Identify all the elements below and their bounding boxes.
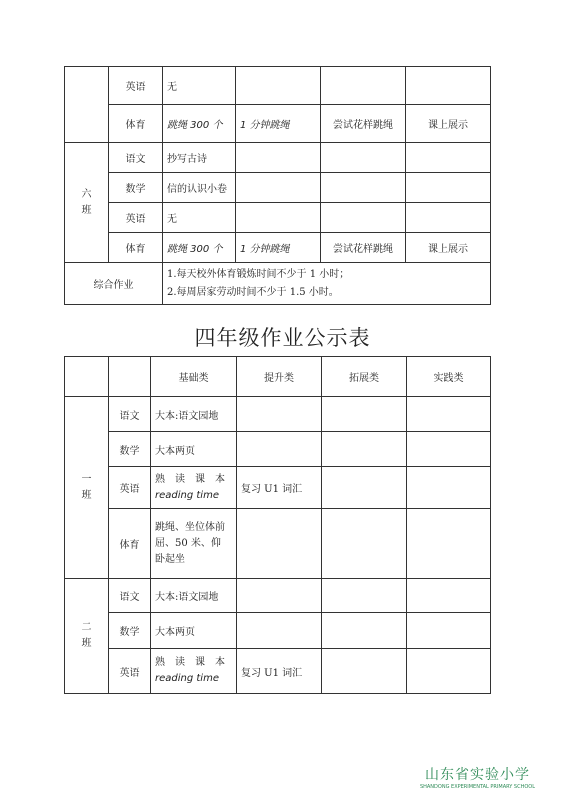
extend-cell: 尝试花样跳绳 xyxy=(321,233,406,263)
practice-cell xyxy=(407,579,491,613)
subject-cell: 体育 xyxy=(109,509,151,579)
class-label-cell xyxy=(65,397,109,579)
table-row xyxy=(65,432,491,467)
page-title: 四年级作业公示表 xyxy=(194,326,371,350)
basic-cell: 熟 读 课 本 reading time xyxy=(151,467,237,509)
improve-cell xyxy=(236,203,321,233)
improve-cell xyxy=(236,173,321,203)
practice-cell xyxy=(407,432,491,467)
improve-cell xyxy=(237,432,322,467)
basic-cell: 熟 读 课 本 reading time xyxy=(151,649,237,694)
class-label-cell xyxy=(65,143,109,263)
extend-cell xyxy=(321,203,406,233)
subject-cell: 数学 xyxy=(109,432,151,467)
practice-cell: 课上展示 xyxy=(406,105,491,143)
school-logo-english: SHANDONG EXPERIMENTAL PRIMARY SCHOOL xyxy=(419,784,535,790)
improve-cell xyxy=(236,67,321,105)
extend-cell xyxy=(322,467,407,509)
practice-cell xyxy=(406,203,491,233)
extend-cell xyxy=(322,432,407,467)
improve-cell xyxy=(237,397,322,432)
comprehensive-label: 综合作业 xyxy=(65,263,163,305)
table-row xyxy=(65,143,491,173)
improve-cell xyxy=(237,509,322,579)
header-cell xyxy=(109,357,151,397)
practice-cell: 课上展示 xyxy=(406,233,491,263)
class-label: 二 班 xyxy=(81,622,92,649)
table-row xyxy=(65,105,491,143)
grade4-homework-table xyxy=(64,356,491,694)
table-row xyxy=(65,613,491,649)
improve-cell xyxy=(236,143,321,173)
header-cell: 提升类 xyxy=(237,357,322,397)
basic-cell: 大本:语文园地 xyxy=(151,397,237,432)
improve-cell: 1 分钟跳绳 xyxy=(236,105,321,143)
basic-cell: 跳绳、坐位体前 屈、50 米、仰 卧起坐 xyxy=(151,509,237,579)
basic-cell: 大本:语文园地 xyxy=(151,579,237,613)
improve-cell xyxy=(237,579,322,613)
extend-cell xyxy=(321,67,406,105)
subject-cell: 英语 xyxy=(109,203,163,233)
basic-cell: 大本两页 xyxy=(151,613,237,649)
table-row xyxy=(65,467,491,509)
table-row xyxy=(65,263,491,305)
practice-cell xyxy=(407,509,491,579)
subject-cell: 语文 xyxy=(109,397,151,432)
basic-cell: 无 xyxy=(163,67,236,105)
practice-cell xyxy=(407,613,491,649)
table-row xyxy=(65,67,491,105)
header-cell xyxy=(65,357,109,397)
basic-cell: 信的认识小卷 xyxy=(163,173,236,203)
improve-cell: 复习 U1 词汇 xyxy=(237,467,322,509)
basic-cell: 抄写古诗 xyxy=(163,143,236,173)
class-label-cell xyxy=(65,579,109,694)
basic-cell: 无 xyxy=(163,203,236,233)
extend-cell xyxy=(322,613,407,649)
extend-cell xyxy=(321,173,406,203)
table-row xyxy=(65,649,491,694)
improve-cell xyxy=(237,613,322,649)
comprehensive-content xyxy=(163,263,491,305)
extend-cell xyxy=(322,397,407,432)
school-logo xyxy=(420,764,535,790)
homework-table-continued xyxy=(64,66,491,305)
extend-cell: 尝试花样跳绳 xyxy=(321,105,406,143)
improve-cell: 1 分钟跳绳 xyxy=(236,233,321,263)
basic-cell: 大本两页 xyxy=(151,432,237,467)
subject-cell: 数学 xyxy=(109,613,151,649)
subject-cell: 数学 xyxy=(109,173,163,203)
class-label: 一 班 xyxy=(81,473,92,501)
comprehensive-line: 2.每周居家劳动时间不少于 1.5 小时。 xyxy=(167,286,339,298)
table-row xyxy=(65,203,491,233)
practice-cell xyxy=(407,397,491,432)
table-header-row xyxy=(65,357,491,397)
table-row xyxy=(65,173,491,203)
subject-cell: 英语 xyxy=(109,649,151,694)
practice-cell xyxy=(407,649,491,694)
header-cell: 拓展类 xyxy=(322,357,407,397)
table-row xyxy=(65,579,491,613)
table-row xyxy=(65,509,491,579)
class-label: 六 班 xyxy=(81,188,92,216)
extend-cell xyxy=(321,143,406,173)
practice-cell xyxy=(406,143,491,173)
extend-cell xyxy=(322,509,407,579)
subject-cell: 体育 xyxy=(109,105,163,143)
header-cell: 基础类 xyxy=(151,357,237,397)
subject-cell: 体育 xyxy=(109,233,163,263)
basic-cell: 跳绳 300 个 xyxy=(163,233,236,263)
table-row xyxy=(65,397,491,432)
practice-cell xyxy=(406,173,491,203)
practice-cell xyxy=(407,467,491,509)
extend-cell xyxy=(322,579,407,613)
basic-cell: 跳绳 300 个 xyxy=(163,105,236,143)
subject-cell: 英语 xyxy=(109,467,151,509)
comprehensive-line: 1.每天校外体育锻炼时间不少于 1 小时； xyxy=(167,268,350,280)
subject-cell: 语文 xyxy=(109,579,151,613)
improve-cell: 复习 U1 词汇 xyxy=(237,649,322,694)
header-cell: 实践类 xyxy=(407,357,491,397)
table-row xyxy=(65,233,491,263)
extend-cell xyxy=(322,649,407,694)
class-label-cell xyxy=(65,67,109,143)
subject-cell: 英语 xyxy=(109,67,163,105)
subject-cell: 语文 xyxy=(109,143,163,173)
practice-cell xyxy=(406,67,491,105)
school-logo-name: 山东省实验小学 xyxy=(424,767,530,783)
